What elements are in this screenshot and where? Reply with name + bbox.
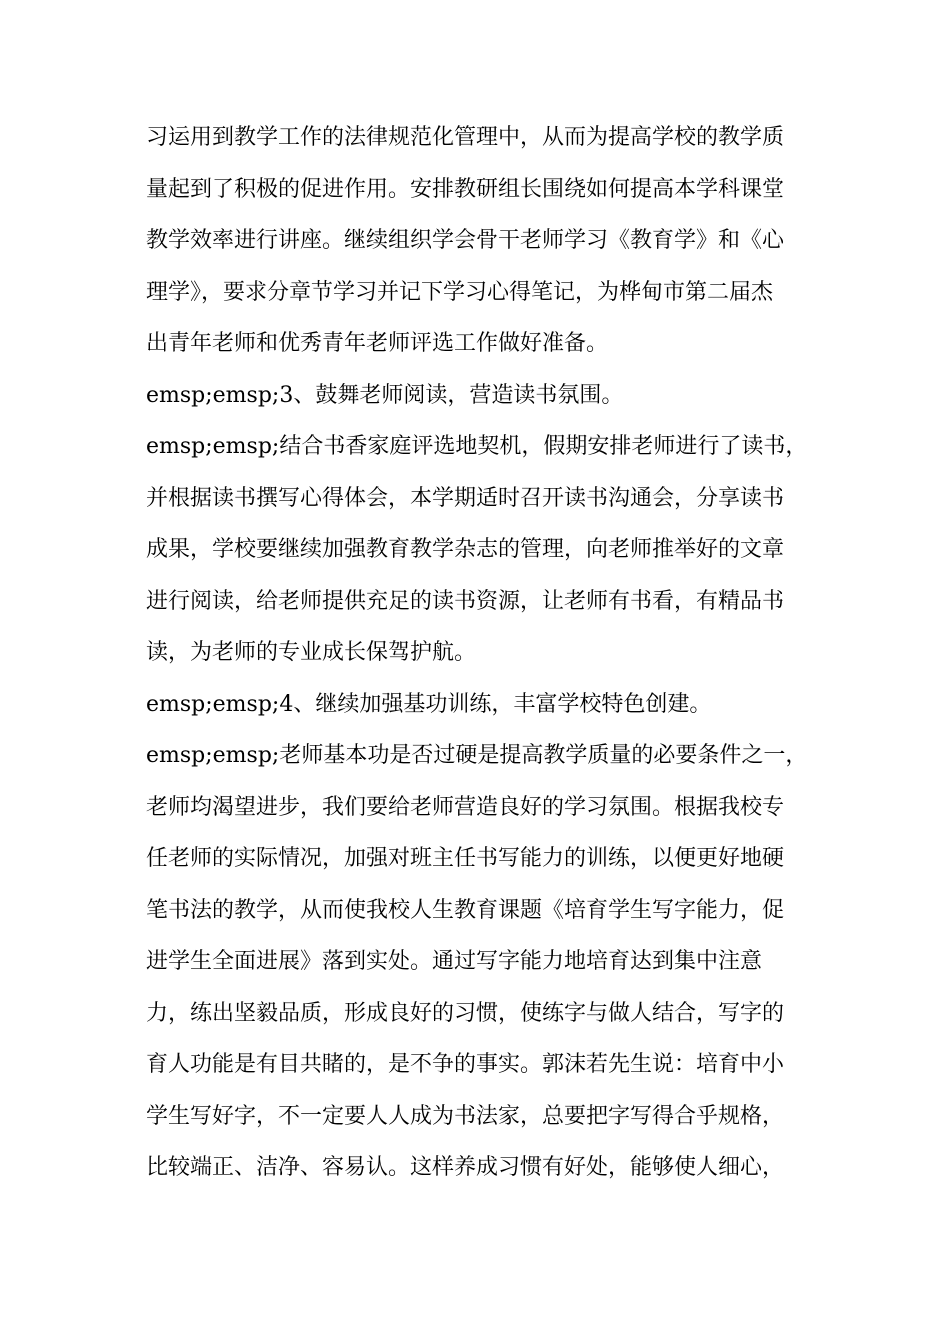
text-line: 量起到了积极的促进作用。安排教研组长围绕如何提高本学科课堂 [146,176,785,202]
text-line: 成果，学校要继续加强教育教学杂志的管理，向老师推举好的文章 [146,537,785,562]
text-line: 比较端正、洁净、容易认。这样养成习惯有好处，能够使人细心， [146,1155,785,1180]
text-line: 出青年老师和优秀青年老师评选工作做好准备。 [146,331,609,356]
text-line: 力，练出坚毅品质，形成良好的习惯，使练字与做人结合，写字的 [146,1000,785,1026]
text-line: 任老师的实际情况，加强对班主任书写能力的训练，以便更好地硬 [146,846,785,871]
text-line: 育人功能是有目共睹的，是不争的事实。郭沫若先生说：培育中小 [146,1052,785,1077]
text-line: 笔书法的教学，从而使我校人生教育课题《培育学生写字能力，促 [146,897,785,923]
text-line: emsp;emsp;结合书香家庭评选地契机，假期安排老师进行了读书， [146,434,808,459]
document-body [146,112,806,1194]
text-line: 进学生全面进展》落到实处。通过写字能力地培育达到集中注意 [146,949,763,974]
text-line: 并根据读书撰写心得体会，本学期适时召开读书沟通会，分享读书 [146,485,785,511]
section-heading-3: emsp;emsp;3、鼓舞老师阅读，营造读书氛围。 [146,382,624,408]
text-line: 理学》，要求分章节学习并记下学习心得笔记，为桦甸市第二届杰 [146,279,774,305]
section-heading-4: emsp;emsp;4、继续加强基功训练，丰富学校特色创建。 [146,691,712,717]
text-line: emsp;emsp;老师基本功是否过硬是提高教学质量的必要条件之一， [146,743,808,768]
text-line: 教学效率进行讲座。继续组织学会骨干老师学习《教育学》和《心 [146,228,785,253]
text-line: 学生写好字，不一定要人人成为书法家，总要把字写得合乎规格， [146,1103,785,1129]
text-line: 习运用到教学工作的法律规范化管理中，从而为提高学校的教学质 [146,125,785,150]
text-line: 老师均渴望进步，我们要给老师营造良好的学习氛围。根据我校专 [146,794,785,820]
text-line: 读，为老师的专业成长保驾护航。 [146,640,477,665]
text-line: 进行阅读，给老师提供充足的读书资源，让老师有书看，有精品书 [146,588,785,614]
